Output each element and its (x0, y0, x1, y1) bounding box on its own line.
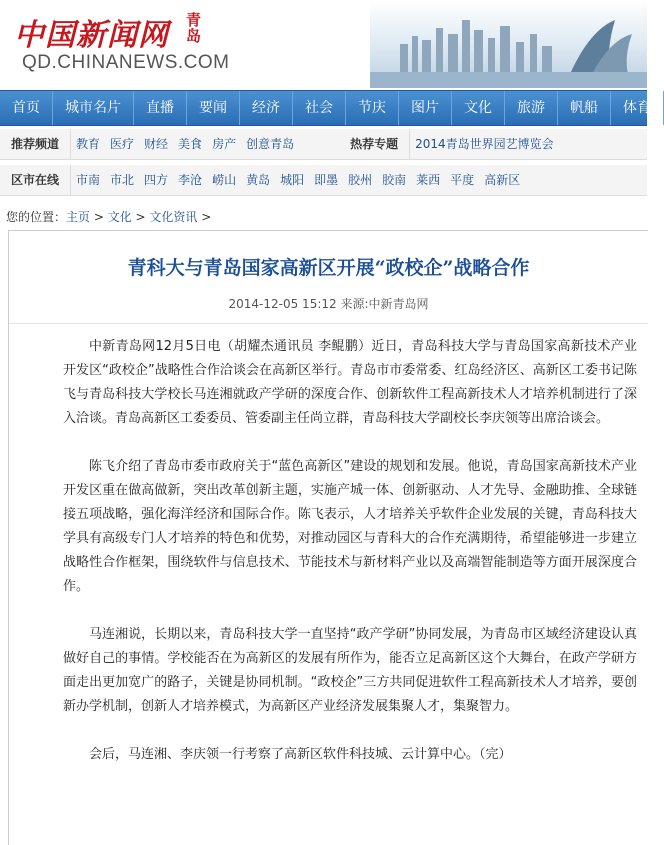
district-bar (0, 165, 647, 196)
district-jiaozhou[interactable]: 胶州 (348, 173, 373, 187)
district-pingdu[interactable]: 平度 (450, 173, 475, 187)
article-container (8, 230, 648, 845)
main-nav (0, 90, 651, 126)
district-laixi[interactable]: 莱西 (416, 173, 441, 187)
site-domain[interactable]: QD.CHINANEWS.COM (22, 52, 230, 73)
district-huangdao[interactable]: 黄岛 (246, 173, 271, 187)
article-body (63, 335, 637, 791)
article-paragraph: 马连湘说，长期以来，青岛科技大学一直坚持“政产学研”协同发展，为青岛市区域经济建设认真做好自己的事情。学校能否在为高新区的发展有所作为，能否立足高新区这个大舞台，在政产学研方面走出更加宽广的路子，关键是协同机制。“政校企”三方共同促进软件工程高新技术人才培养，要创新办学机制，创新人才培养模式，为高新区产业经济发展集聚人才，集聚智力。 (63, 627, 637, 714)
article-paragraph: 中新青岛网12月5日电（胡耀杰通讯员 李鲲鹏）近日，青岛科技大学与青岛国家高新技术产业开发区“政校企”战略性合作洽谈会在高新区举行。青岛市市委常委、红岛经济区、高新区工委书记陈飞与青岛科技大学校长马连湘就政产学研的深度合作、创新软件工程高新技术人才培养机制进行了深入洽谈。青岛高新区工委委员、管委副主任尚立群，青岛科技大学副校长李庆领等出席洽谈会。 (63, 339, 637, 426)
district-laoshan[interactable]: 崂山 (212, 173, 237, 187)
district-sifang[interactable]: 四方 (144, 173, 169, 187)
city-skyline-banner (370, 0, 647, 88)
nav-live[interactable]: 直播 (134, 91, 187, 125)
recommend-channel-bar (0, 129, 647, 160)
breadcrumb-separator: > (197, 210, 212, 224)
channel-food[interactable]: 美食 (178, 137, 203, 151)
hot-topics-label: 热荐专题 (339, 129, 410, 159)
nav-city-card[interactable]: 城市名片 (53, 91, 134, 125)
nav-travel[interactable]: 旅游 (505, 91, 558, 125)
channel-realestate[interactable]: 房产 (212, 137, 237, 151)
nav-headlines[interactable]: 要闻 (187, 91, 240, 125)
article-meta: 2014-12-05 15:12 来源:中新青岛网 (228, 297, 429, 311)
nav-photos[interactable]: 图片 (399, 91, 452, 125)
channel-creative-qingdao[interactable]: 创意青岛 (246, 137, 295, 151)
article-paragraph: 陈飞介绍了青岛市委市政府关于“蓝色高新区”建设的规划和发展。他说，青岛国家高新技术产业开发区重在做高做新，突出改革创新主题，实施产城一体、创新驱动、人才先导、金融助推、全球链接五项战略，强化海洋经济和国际合作。陈飞表示，人才培养关乎软件企业发展的关键，青岛科技大学具有高级专门人才培养的特色和优势，对推动园区与青科大的合作充满期待，希望能够进一步建立战略性合作框架，围绕软件与信息技术、节能技术与新材料产业以及高端智能制造等方面开展深度合作。 (63, 459, 637, 594)
channel-education[interactable]: 教育 (76, 137, 101, 151)
district-jiaonan[interactable]: 胶南 (382, 173, 407, 187)
nav-culture[interactable]: 文化 (452, 91, 505, 125)
district-hightech[interactable]: 高新区 (484, 173, 521, 187)
district-label: 区市在线 (0, 165, 71, 195)
breadcrumb-prefix: 您的位置： (6, 210, 67, 224)
divider (9, 323, 648, 324)
district-jimo[interactable]: 即墨 (314, 173, 339, 187)
breadcrumb (6, 208, 211, 225)
article-paragraph: 会后，马连湘、李庆领一行考察了高新区软件科技城、云计算中心。（完） (89, 747, 512, 762)
district-shinan[interactable]: 市南 (76, 173, 101, 187)
nav-sports[interactable]: 体育 (611, 91, 664, 125)
site-logo-city: 青岛 (186, 11, 202, 45)
breadcrumb-home[interactable]: 主页 (66, 210, 91, 224)
hot-topic-expo[interactable]: 2014青岛世界园艺博览会 (415, 137, 554, 151)
district-chengyang[interactable]: 城阳 (280, 173, 305, 187)
breadcrumb-separator: > (90, 210, 108, 224)
nav-festivals[interactable]: 节庆 (346, 91, 399, 125)
site-header (0, 0, 647, 88)
district-licang[interactable]: 李沧 (178, 173, 203, 187)
channel-finance[interactable]: 财经 (144, 137, 169, 151)
nav-sailing[interactable]: 帆船 (558, 91, 611, 125)
nav-society[interactable]: 社会 (293, 91, 346, 125)
article-title: 青科大与青岛国家高新区开展“政校企”战略合作 (127, 257, 530, 279)
district-shibei[interactable]: 市北 (110, 173, 135, 187)
breadcrumb-culture-news[interactable]: 文化资讯 (149, 210, 198, 224)
site-logo[interactable]: 中国新闻网 (14, 18, 169, 53)
channel-medical[interactable]: 医疗 (110, 137, 135, 151)
nav-economy[interactable]: 经济 (240, 91, 293, 125)
recommend-label: 推荐频道 (0, 129, 71, 159)
breadcrumb-separator: > (131, 210, 150, 224)
nav-home[interactable]: 首页 (0, 91, 53, 125)
breadcrumb-culture[interactable]: 文化 (107, 210, 132, 224)
